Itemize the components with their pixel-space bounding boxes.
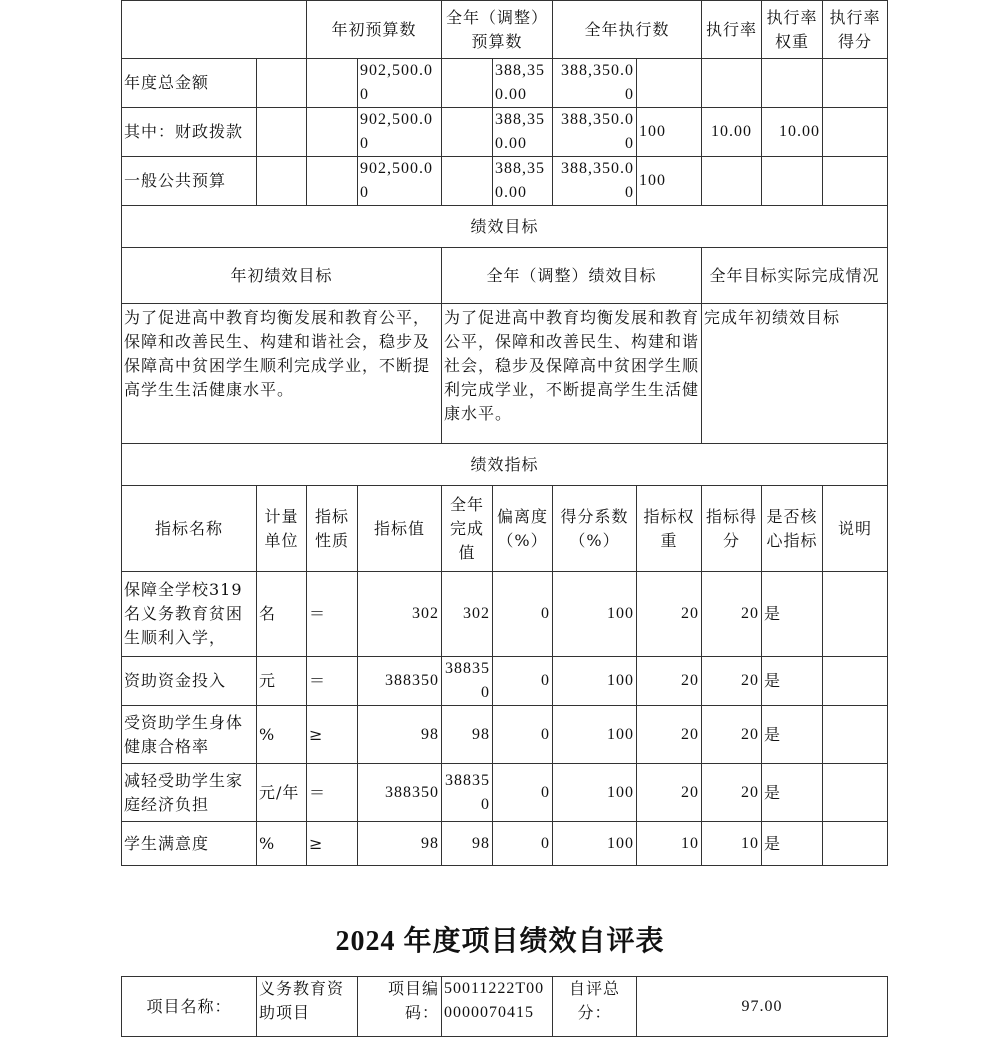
ind-deviation: 0	[493, 822, 553, 866]
ind-score: 20	[702, 706, 762, 764]
indicator-row	[122, 706, 888, 764]
ind-note	[823, 657, 888, 706]
ind-deviation: 0	[493, 764, 553, 822]
ind-deviation: 0	[493, 657, 553, 706]
total-score-value: 97.00	[637, 977, 888, 1037]
ind-coef: 100	[553, 822, 637, 866]
empty-cell	[823, 157, 888, 206]
budget-executed-value: 388,350.00	[553, 157, 637, 206]
ind-name: 保障全学校319名义务教育贫困生顺利入学，	[122, 572, 257, 657]
initial-goal-text: 为了促进高中教育均衡发展和教育公平，保障和改善民生、构建和谐社会，稳步及保障高中贫困学生顺利完成学业，不断提高学生生活健康水平。	[122, 304, 442, 444]
performance-table	[121, 0, 888, 866]
ind-actual: 98	[442, 822, 493, 866]
ind-weight: 20	[637, 657, 702, 706]
ind-weight: 20	[637, 572, 702, 657]
ind-core: 是	[762, 706, 823, 764]
page-title: 2024 年度项目绩效自评表	[335, 926, 665, 957]
budget-executed-value: 388,350.00	[553, 59, 637, 108]
ind-weight-header: 指标权重	[637, 486, 702, 572]
project-code-label: 项目编码：	[358, 977, 442, 1037]
empty-cell	[257, 59, 307, 108]
indicator-row	[122, 572, 888, 657]
ind-note	[823, 572, 888, 657]
adjusted-goal-text: 为了促进高中教育均衡发展和教育公平，保障和改善民生、构建和谐社会，稳步及保障高中贫困学生顺利完成学业，不断提高学生生活健康水平。	[442, 304, 702, 444]
ind-name: 减轻受助学生家庭经济负担	[122, 764, 257, 822]
ind-name: 资助资金投入	[122, 657, 257, 706]
budget-score-value	[762, 59, 823, 108]
empty-cell	[257, 108, 307, 157]
budget-rate-value: 100	[637, 157, 702, 206]
ind-coef: 100	[553, 706, 637, 764]
ind-coef-header: 得分系数（%）	[553, 486, 637, 572]
indicator-row	[122, 822, 888, 866]
indicator-row	[122, 764, 888, 822]
exec-score-header: 执行率得分	[823, 1, 888, 59]
actual-goal-text: 完成年初绩效目标	[702, 304, 888, 444]
budget-initial-value: 902,500.00	[358, 108, 442, 157]
ind-name: 受资助学生身体健康合格率	[122, 706, 257, 764]
project-name-value: 义务教育资助项目	[257, 977, 358, 1037]
empty-cell	[823, 59, 888, 108]
ind-target: 302	[358, 572, 442, 657]
ind-unit: %	[257, 706, 307, 764]
budget-row-label: 年度总金额	[122, 59, 257, 108]
goals-section-title: 绩效目标	[122, 206, 888, 248]
ind-deviation: 0	[493, 572, 553, 657]
budget-row-label: 其中：财政拨款	[122, 108, 257, 157]
ind-coef: 100	[553, 572, 637, 657]
empty-cell	[307, 157, 358, 206]
project-info-table	[121, 976, 888, 1037]
empty-cell	[307, 108, 358, 157]
project-code-value: 50011222T000000070415	[442, 977, 553, 1037]
empty-cell	[823, 108, 888, 157]
budget-adjusted-value: 388,350.00	[493, 59, 553, 108]
initial-goal-header: 年初绩效目标	[122, 248, 442, 304]
indicators-header-row	[122, 486, 888, 572]
budget-initial-value: 902,500.00	[358, 157, 442, 206]
ind-target: 388350	[358, 657, 442, 706]
empty-cell	[442, 108, 493, 157]
ind-core: 是	[762, 764, 823, 822]
budget-header-row	[122, 1, 888, 59]
ind-actual: 302	[442, 572, 493, 657]
ind-weight: 10	[637, 822, 702, 866]
ind-name: 学生满意度	[122, 822, 257, 866]
ind-core: 是	[762, 822, 823, 866]
ind-score: 20	[702, 572, 762, 657]
ind-nature-header: 指标性质	[307, 486, 358, 572]
ind-unit: 名	[257, 572, 307, 657]
total-score-label: 自评总分：	[553, 977, 637, 1037]
goals-content-row	[122, 304, 888, 444]
ind-nature: ＝	[307, 572, 358, 657]
indicators-section-row	[122, 444, 888, 486]
ind-core: 是	[762, 657, 823, 706]
budget-weight-value	[702, 157, 762, 206]
project-info-row	[122, 977, 888, 1037]
budget-weight-value	[702, 59, 762, 108]
ind-actual: 98	[442, 706, 493, 764]
ind-actual-header: 全年完成值	[442, 486, 493, 572]
ind-unit-header: 计量单位	[257, 486, 307, 572]
exec-rate-header: 执行率	[702, 1, 762, 59]
empty-cell	[307, 59, 358, 108]
ind-unit: 元	[257, 657, 307, 706]
ind-unit: %	[257, 822, 307, 866]
budget-row	[122, 108, 888, 157]
exec-weight-header: 执行率权重	[762, 1, 823, 59]
empty-cell	[257, 157, 307, 206]
ind-nature: ≥	[307, 706, 358, 764]
ind-weight: 20	[637, 764, 702, 822]
ind-core-header: 是否核心指标	[762, 486, 823, 572]
ind-coef: 100	[553, 764, 637, 822]
ind-target: 388350	[358, 764, 442, 822]
actual-goal-header: 全年目标实际完成情况	[702, 248, 888, 304]
ind-actual: 388350	[442, 657, 493, 706]
ind-unit: 元/年	[257, 764, 307, 822]
ind-target-header: 指标值	[358, 486, 442, 572]
ind-coef: 100	[553, 657, 637, 706]
ind-core: 是	[762, 572, 823, 657]
ind-note	[823, 764, 888, 822]
empty-cell	[442, 59, 493, 108]
ind-note-header: 说明	[823, 486, 888, 572]
ind-target: 98	[358, 706, 442, 764]
budget-row-label: 一般公共预算	[122, 157, 257, 206]
ind-score: 20	[702, 764, 762, 822]
ind-weight: 20	[637, 706, 702, 764]
ind-note	[823, 706, 888, 764]
budget-adjusted-value: 388,350.00	[493, 157, 553, 206]
budget-score-value: 10.00	[762, 108, 823, 157]
ind-deviation: 0	[493, 706, 553, 764]
ind-deviation-header: 偏离度（%）	[493, 486, 553, 572]
budget-executed-value: 388,350.00	[553, 108, 637, 157]
ind-name-header: 指标名称	[122, 486, 257, 572]
ind-actual: 388350	[442, 764, 493, 822]
indicators-section-title: 绩效指标	[122, 444, 888, 486]
empty-cell	[442, 157, 493, 206]
ind-note	[823, 822, 888, 866]
budget-rate-value: 100	[637, 108, 702, 157]
goals-header-row	[122, 248, 888, 304]
budget-row	[122, 157, 888, 206]
adjusted-goal-header: 全年（调整）绩效目标	[442, 248, 702, 304]
budget-row	[122, 59, 888, 108]
budget-weight-value: 10.00	[702, 108, 762, 157]
ind-nature: ＝	[307, 657, 358, 706]
ind-nature: ＝	[307, 764, 358, 822]
adjusted-budget-header: 全年（调整）预算数	[442, 1, 553, 59]
budget-initial-value: 902,500.00	[358, 59, 442, 108]
ind-target: 98	[358, 822, 442, 866]
budget-rate-value	[637, 59, 702, 108]
ind-score: 20	[702, 657, 762, 706]
budget-adjusted-value: 388,350.00	[493, 108, 553, 157]
ind-nature: ≥	[307, 822, 358, 866]
indicator-row	[122, 657, 888, 706]
project-name-label: 项目名称：	[122, 977, 257, 1037]
ind-score-header: 指标得分	[702, 486, 762, 572]
ind-score: 10	[702, 822, 762, 866]
blank-header-cell	[122, 1, 307, 59]
goals-section-row	[122, 206, 888, 248]
initial-budget-header: 年初预算数	[307, 1, 442, 59]
annual-execution-header: 全年执行数	[553, 1, 702, 59]
budget-score-value	[762, 157, 823, 206]
